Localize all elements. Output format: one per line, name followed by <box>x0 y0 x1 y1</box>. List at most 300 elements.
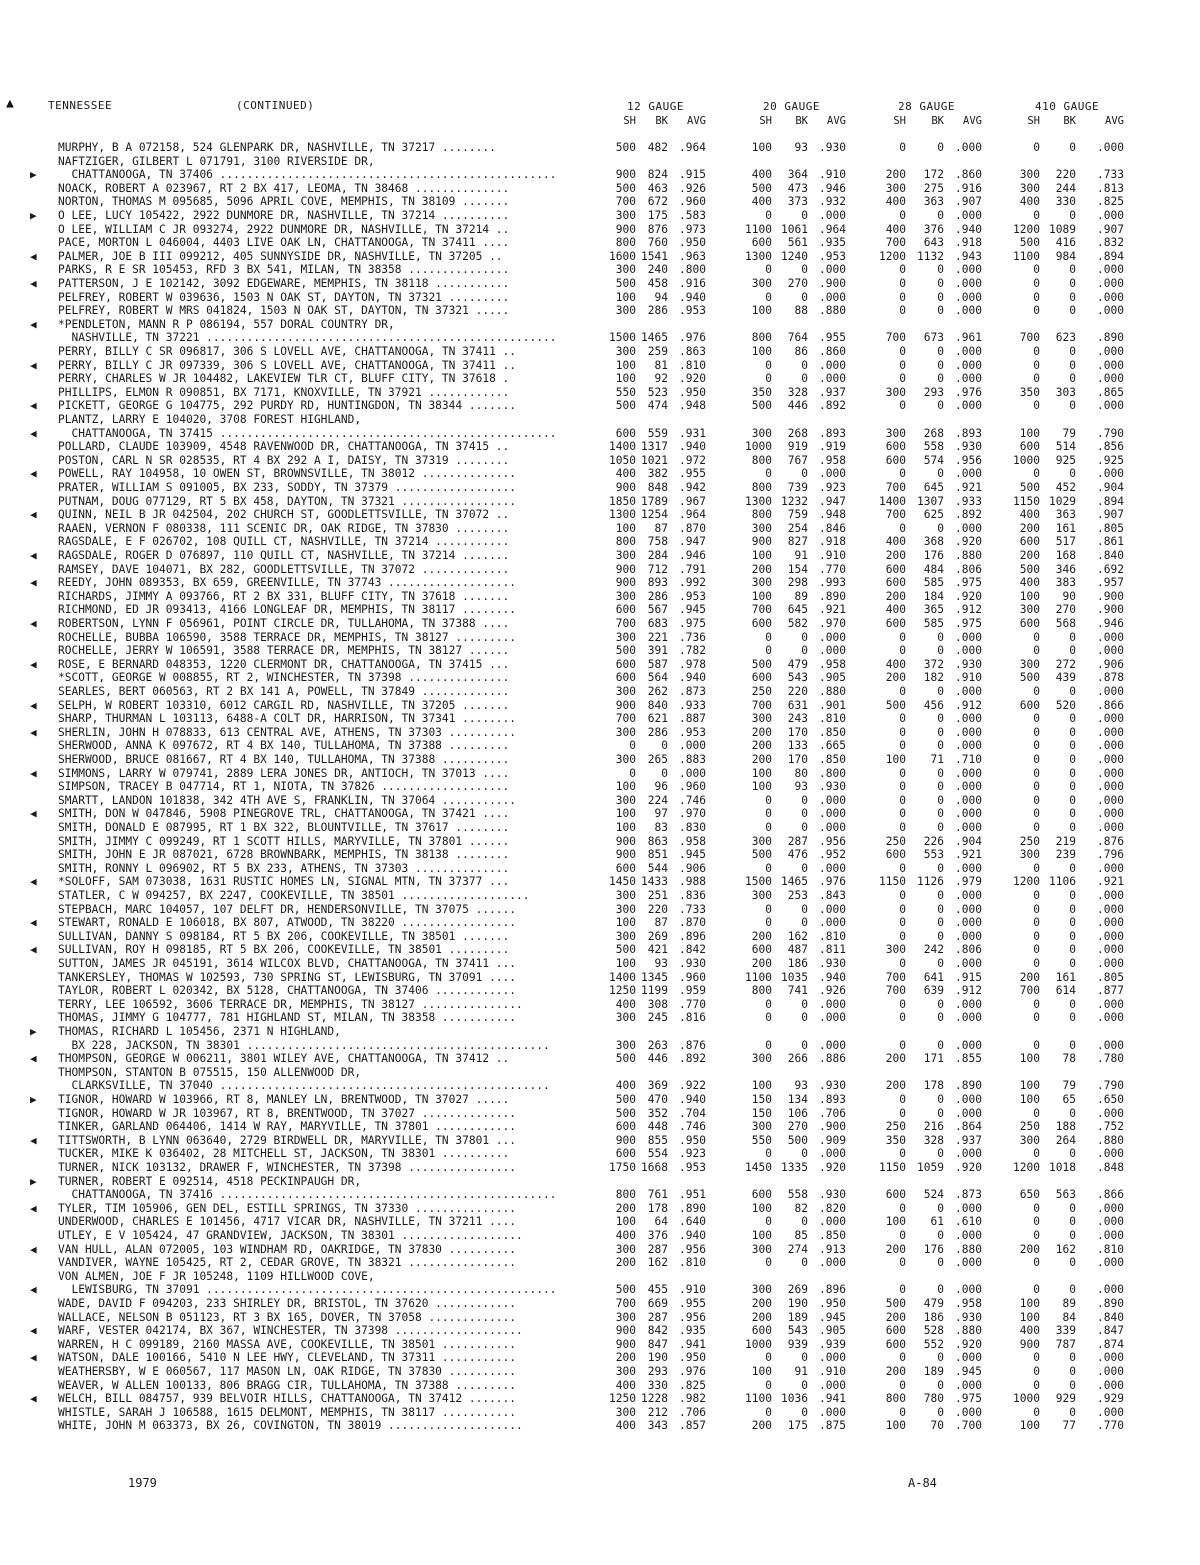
cell-410-avg: .650 <box>1097 1093 1124 1106</box>
cell-410-bk: 188 <box>1055 1120 1076 1134</box>
cell-12-avg: .988 <box>679 875 706 889</box>
cell-12-avg: .704 <box>679 1106 706 1120</box>
cell-410-sh: 0 <box>1033 358 1040 372</box>
cell-410-sh: 0 <box>1033 1283 1040 1297</box>
table-row <box>30 984 1180 997</box>
cell-28-sh: 600 <box>885 1324 906 1338</box>
cell-20-avg: .930 <box>819 141 846 154</box>
cell-20-bk: 0 <box>801 1256 808 1270</box>
cell-410-avg: .900 <box>1097 603 1124 617</box>
margin-mark: ◀ <box>30 943 37 957</box>
cell-20-bk: 939 <box>787 1337 808 1351</box>
record-name-address: WEAVER, W ALLEN 100133, 806 BRAGG CIR, TULLAHOMA, TN 37388 ......... <box>58 1378 517 1392</box>
cell-12-avg: .926 <box>679 181 706 195</box>
table-row <box>30 413 1180 426</box>
cell-28-sh: 200 <box>885 589 906 603</box>
cell-28-sh: 400 <box>885 195 906 209</box>
table-row <box>30 399 1180 412</box>
cell-20-sh: 200 <box>751 957 772 970</box>
cell-20-avg: .945 <box>819 1310 846 1324</box>
cell-410-avg: .866 <box>1097 698 1124 712</box>
cell-410-bk: 0 <box>1069 725 1076 739</box>
cell-12-sh: 700 <box>615 712 636 726</box>
cell-20-bk: 243 <box>787 712 808 726</box>
cell-12-bk: 330 <box>647 1378 668 1392</box>
cell-28-bk: 0 <box>937 1229 944 1242</box>
cell-410-sh: 0 <box>1033 1011 1040 1025</box>
cell-20-sh: 100 <box>751 1229 772 1242</box>
cell-28-sh: 1400 <box>879 494 906 508</box>
cell-20-sh: 0 <box>765 263 772 277</box>
cell-20-bk: 253 <box>787 889 808 902</box>
cell-12-bk: 269 <box>647 929 668 943</box>
cell-28-avg: .945 <box>955 1365 982 1378</box>
table-row <box>30 835 1180 848</box>
cell-12-sh: 400 <box>615 1079 636 1093</box>
cell-410-bk: 0 <box>1069 739 1076 753</box>
cell-410-bk: 89 <box>1062 1297 1076 1310</box>
cell-410-sh: 400 <box>1019 576 1040 590</box>
table-row <box>30 236 1180 249</box>
margin-mark: ◀ <box>30 358 37 372</box>
table-row <box>30 1134 1180 1147</box>
cell-410-sh: 500 <box>1019 562 1040 576</box>
cell-12-avg: .746 <box>679 793 706 807</box>
cell-410-avg: .000 <box>1097 861 1124 875</box>
cell-12-avg: .945 <box>679 848 706 862</box>
cell-28-sh: 0 <box>899 1093 906 1106</box>
cell-410-avg: .000 <box>1097 1215 1124 1229</box>
cell-28-avg: .000 <box>955 644 982 658</box>
cell-410-sh: 300 <box>1019 1133 1040 1147</box>
cell-12-avg: .960 <box>679 195 706 209</box>
cell-28-bk: 0 <box>937 1201 944 1215</box>
record-name-address: TAYLOR, ROBERT L 020342, BX 5128, CHATTANOOGA, TN 37406 ............ <box>58 984 517 998</box>
cell-20-bk: 561 <box>787 236 808 250</box>
cell-12-avg: .876 <box>679 1038 706 1052</box>
cell-28-bk: 0 <box>937 263 944 277</box>
cell-410-avg: .856 <box>1097 440 1124 454</box>
cell-410-sh: 100 <box>1019 1310 1040 1324</box>
record-name-address: PERRY, BILLY C JR 097339, 306 S LOVELL AVE, CHATTANOOGA, TN 37411 .. <box>58 358 517 372</box>
cell-28-avg: .806 <box>955 943 982 957</box>
subheader-sh: SH <box>893 115 906 127</box>
cell-12-bk: 265 <box>647 753 668 766</box>
cell-28-sh: 0 <box>899 780 906 794</box>
record-name-address: PELFREY, ROBERT W MRS 041824, 1503 N OAK ST, DAYTON, TN 37321 ..... <box>58 304 510 318</box>
cell-20-bk: 190 <box>787 1297 808 1310</box>
cell-28-sh: 100 <box>885 1419 906 1433</box>
cell-20-sh: 500 <box>751 399 772 413</box>
table-row <box>30 1107 1180 1120</box>
cell-28-bk: 673 <box>923 331 944 345</box>
cell-410-bk: 161 <box>1055 970 1076 984</box>
margin-mark: ◀ <box>30 1201 37 1215</box>
cell-12-avg: .976 <box>679 1365 706 1378</box>
cell-12-avg: .870 <box>679 916 706 930</box>
cell-20-sh: 0 <box>765 630 772 644</box>
cell-28-avg: .000 <box>955 685 982 698</box>
cell-28-avg: .940 <box>955 222 982 236</box>
record-name-address: NOACK, ROBERT A 023967, RT 2 BX 417, LEOMA, TN 38468 .............. <box>58 181 510 195</box>
subheader-bk: BK <box>1063 115 1076 127</box>
cell-28-avg: .930 <box>955 657 982 671</box>
cell-20-bk: 80 <box>794 766 808 780</box>
cell-20-sh: 200 <box>751 725 772 739</box>
cell-20-avg: .860 <box>819 345 846 358</box>
cell-12-bk: 1254 <box>641 508 668 522</box>
table-row <box>30 495 1180 508</box>
cell-12-sh: 100 <box>615 358 636 372</box>
cell-410-sh: 0 <box>1033 1378 1040 1392</box>
cell-28-avg: .000 <box>955 997 982 1011</box>
cell-12-bk: 463 <box>647 181 668 195</box>
cell-410-sh: 300 <box>1019 181 1040 195</box>
cell-20-sh: 200 <box>751 753 772 766</box>
cell-12-bk: 221 <box>647 630 668 644</box>
cell-28-avg: .904 <box>955 834 982 848</box>
cell-28-sh: 350 <box>885 1133 906 1147</box>
margin-mark: ◀ <box>30 549 37 562</box>
cell-28-sh: 0 <box>899 821 906 834</box>
cell-28-avg: .000 <box>955 929 982 943</box>
cell-410-bk: 0 <box>1069 712 1076 726</box>
cell-28-sh: 400 <box>885 657 906 671</box>
cell-12-avg: .836 <box>679 889 706 902</box>
record-name-address: PERRY, CHARLES W JR 104482, LAKEVIEW TLR CT, BLUFF CITY, TN 37618 . <box>58 372 510 386</box>
cell-20-bk: 364 <box>787 168 808 182</box>
cell-20-sh: 500 <box>751 657 772 671</box>
table-row <box>30 1093 1180 1106</box>
record-name-address: PATTERSON, J E 102142, 3092 EDGEWARE, MEMPHIS, TN 38118 ........... <box>58 277 510 290</box>
table-row <box>30 141 1180 154</box>
cell-410-avg: .000 <box>1097 467 1124 481</box>
footer-page-number: A-84 <box>908 1476 937 1490</box>
cell-20-sh: 0 <box>765 1215 772 1229</box>
cell-20-bk: 0 <box>801 644 808 658</box>
cell-20-bk: 487 <box>787 943 808 957</box>
cell-20-avg: .810 <box>819 712 846 726</box>
cell-28-bk: 0 <box>937 1405 944 1419</box>
table-row <box>30 807 1180 820</box>
cell-28-avg: .000 <box>955 1011 982 1025</box>
record-name-address: QUINN, NEIL B JR 042504, 202 CHURCH ST, GOODLETTSVILLE, TN 37072 .. <box>58 508 510 522</box>
cell-12-bk: 559 <box>647 426 668 440</box>
cell-20-sh: 100 <box>751 766 772 780</box>
cell-410-avg: .825 <box>1097 195 1124 209</box>
cell-20-avg: .850 <box>819 1229 846 1242</box>
cell-28-bk: 585 <box>923 576 944 590</box>
cell-20-avg: .850 <box>819 725 846 739</box>
cell-12-bk: 1199 <box>641 984 668 998</box>
cell-12-avg: .842 <box>679 943 706 957</box>
record-name-address: WADE, DAVID F 094203, 233 SHIRLEY DR, BRISTOL, TN 37620 ............ <box>58 1297 517 1310</box>
cell-20-sh: 150 <box>751 1093 772 1106</box>
cell-20-bk: 189 <box>787 1310 808 1324</box>
cell-12-bk: 672 <box>647 195 668 209</box>
cell-12-avg: .800 <box>679 263 706 277</box>
cell-20-sh: 0 <box>765 358 772 372</box>
cell-20-bk: 1036 <box>781 1392 808 1406</box>
record-name-address: NASHVILLE, TN 37221 .................................................... <box>58 331 557 345</box>
cell-12-avg: .975 <box>679 617 706 630</box>
cell-12-sh: 300 <box>615 1310 636 1324</box>
cell-20-bk: 0 <box>801 916 808 930</box>
cell-12-sh: 900 <box>615 1324 636 1338</box>
cell-28-sh: 1200 <box>879 249 906 263</box>
cell-28-bk: 242 <box>923 943 944 957</box>
cell-410-sh: 0 <box>1033 889 1040 902</box>
cell-410-avg: .733 <box>1097 168 1124 182</box>
cell-410-sh: 200 <box>1019 1242 1040 1256</box>
table-row <box>30 903 1180 916</box>
table-row <box>30 155 1180 168</box>
cell-20-bk: 1335 <box>781 1161 808 1174</box>
cell-12-bk: 455 <box>647 1283 668 1297</box>
cell-28-bk: 0 <box>937 929 944 943</box>
cell-410-bk: 65 <box>1062 1093 1076 1106</box>
margin-mark: ◀ <box>30 249 37 263</box>
cell-28-avg: .000 <box>955 793 982 807</box>
margin-mark: ◀ <box>30 1242 37 1256</box>
cell-12-avg: .978 <box>679 657 706 671</box>
cell-12-sh: 300 <box>615 929 636 943</box>
cell-410-sh: 0 <box>1033 780 1040 794</box>
cell-28-avg: .000 <box>955 1229 982 1242</box>
cell-410-bk: 77 <box>1062 1419 1076 1433</box>
cell-410-avg: .878 <box>1097 671 1124 685</box>
cell-410-bk: 0 <box>1069 290 1076 304</box>
margin-mark: ◀ <box>30 1351 37 1365</box>
cell-12-sh: 1500 <box>609 331 636 345</box>
cell-12-avg: .733 <box>679 902 706 916</box>
cell-20-sh: 1300 <box>745 494 772 508</box>
margin-mark: ◀ <box>30 467 37 481</box>
cell-12-avg: .955 <box>679 1297 706 1310</box>
table-row <box>30 1379 1180 1392</box>
cell-28-avg: .920 <box>955 1161 982 1174</box>
cell-20-avg: .886 <box>819 1052 846 1066</box>
cell-410-avg: .810 <box>1097 1242 1124 1256</box>
record-name-address: THOMAS, RICHARD L 105456, 2371 N HIGHLAND, <box>58 1025 341 1038</box>
cell-410-bk: 303 <box>1055 385 1076 399</box>
margin-mark: ◀ <box>30 1052 37 1066</box>
cell-20-avg: .892 <box>819 399 846 413</box>
cell-20-bk: 582 <box>787 617 808 630</box>
cell-12-avg: .915 <box>679 168 706 182</box>
cell-20-bk: 0 <box>801 807 808 821</box>
cell-20-bk: 543 <box>787 671 808 685</box>
cell-12-avg: .910 <box>679 1283 706 1297</box>
cell-20-sh: 100 <box>751 141 772 154</box>
cell-12-sh: 600 <box>615 861 636 875</box>
cell-20-avg: .893 <box>819 1093 846 1106</box>
cell-28-avg: .880 <box>955 549 982 562</box>
cell-20-sh: 600 <box>751 1188 772 1202</box>
cell-28-bk: 71 <box>930 753 944 766</box>
margin-mark: ▲ <box>6 96 14 111</box>
record-name-address: RAGSDALE, ROGER D 076897, 110 QUILL CT, NASHVILLE, TN 37214 ....... <box>58 549 510 562</box>
cell-20-avg: .976 <box>819 875 846 889</box>
table-row <box>30 576 1180 589</box>
cell-20-avg: .910 <box>819 549 846 562</box>
cell-410-bk: 1089 <box>1049 222 1076 236</box>
cell-410-avg: .847 <box>1097 1324 1124 1338</box>
cell-20-avg: .000 <box>819 372 846 386</box>
cell-28-avg: .000 <box>955 957 982 970</box>
cell-20-sh: 300 <box>751 576 772 590</box>
cell-410-sh: 350 <box>1019 385 1040 399</box>
cell-410-sh: 300 <box>1019 603 1040 617</box>
margin-mark: ◀ <box>30 399 37 413</box>
cell-28-bk: 1307 <box>917 494 944 508</box>
cell-12-avg: .736 <box>679 630 706 644</box>
record-name-address: SELPH, W ROBERT 103310, 6012 CARGIL RD, NASHVILLE, TN 37205 ....... <box>58 698 510 712</box>
cell-410-avg: .000 <box>1097 630 1124 644</box>
cell-410-bk: 90 <box>1062 589 1076 603</box>
cell-28-avg: .912 <box>955 984 982 998</box>
table-row <box>30 291 1180 304</box>
cell-410-avg: .000 <box>1097 929 1124 943</box>
cell-12-avg: .972 <box>679 453 706 467</box>
cell-20-avg: .811 <box>819 943 846 957</box>
cell-20-bk: 162 <box>787 929 808 943</box>
cell-28-avg: .000 <box>955 902 982 916</box>
cell-28-sh: 0 <box>899 630 906 644</box>
record-name-address: PRATER, WILLIAM S 091005, BX 233, SODDY, TN 37379 .................. <box>58 481 517 494</box>
table-row <box>30 712 1180 725</box>
cell-28-sh: 1150 <box>879 1161 906 1174</box>
cell-410-bk: 339 <box>1055 1324 1076 1338</box>
cell-20-avg: .665 <box>819 739 846 753</box>
margin-mark: ◀ <box>30 277 37 290</box>
cell-20-bk: 0 <box>801 1215 808 1229</box>
cell-20-bk: 266 <box>787 1052 808 1066</box>
table-row <box>30 1283 1180 1296</box>
cell-28-avg: .000 <box>955 277 982 290</box>
cell-12-sh: 300 <box>615 1011 636 1025</box>
table-row <box>30 943 1180 956</box>
cell-410-avg: .000 <box>1097 304 1124 318</box>
cell-20-sh: 200 <box>751 1297 772 1310</box>
cell-20-avg: .952 <box>819 848 846 862</box>
cell-28-bk: 0 <box>937 358 944 372</box>
cell-20-sh: 300 <box>751 1283 772 1297</box>
gauge-410-heading: 410 GAUGE <box>1035 100 1100 113</box>
table-row <box>30 209 1180 222</box>
cell-12-sh: 500 <box>615 1283 636 1297</box>
cell-20-sh: 200 <box>751 739 772 753</box>
cell-20-bk: 1465 <box>781 875 808 889</box>
cell-410-avg: .000 <box>1097 277 1124 290</box>
table-row <box>30 1324 1180 1337</box>
cell-28-avg: .892 <box>955 508 982 522</box>
table-row <box>30 467 1180 480</box>
cell-28-sh: 250 <box>885 1120 906 1134</box>
cell-12-bk: 262 <box>647 685 668 698</box>
cell-20-avg: .953 <box>819 249 846 263</box>
cell-20-sh: 600 <box>751 671 772 685</box>
cell-20-sh: 300 <box>751 889 772 902</box>
cell-410-bk: 383 <box>1055 576 1076 590</box>
cell-410-sh: 0 <box>1033 277 1040 290</box>
cell-28-bk: 0 <box>937 1011 944 1025</box>
cell-12-bk: 391 <box>647 644 668 658</box>
record-name-address: VANDIVER, WAYNE 105425, RT 2, CEDAR GROVE, TN 38321 ................ <box>58 1256 517 1270</box>
cell-28-sh: 0 <box>899 358 906 372</box>
table-row <box>30 1025 1180 1038</box>
cell-12-sh: 700 <box>615 1297 636 1310</box>
cell-410-bk: 84 <box>1062 1310 1076 1324</box>
cell-410-avg: .906 <box>1097 657 1124 671</box>
cell-28-bk: 365 <box>923 603 944 617</box>
cell-410-avg: .921 <box>1097 875 1124 889</box>
cell-410-avg: .894 <box>1097 249 1124 263</box>
cell-410-avg: .000 <box>1097 889 1124 902</box>
cell-410-sh: 0 <box>1033 1201 1040 1215</box>
cell-20-avg: .000 <box>819 209 846 222</box>
table-row <box>30 821 1180 834</box>
cell-410-avg: .000 <box>1097 141 1124 154</box>
cell-20-bk: 645 <box>787 603 808 617</box>
cell-28-avg: .921 <box>955 848 982 862</box>
table-row <box>30 250 1180 263</box>
margin-mark: ◀ <box>30 1324 37 1338</box>
cell-28-avg: .000 <box>955 739 982 753</box>
cell-28-avg: .000 <box>955 1106 982 1120</box>
cell-12-avg: .000 <box>679 739 706 753</box>
cell-20-sh: 600 <box>751 1324 772 1338</box>
record-name-address: SHERWOOD, BRUCE 081667, RT 4 BX 140, TULLAHOMA, TN 37388 .......... <box>58 753 510 766</box>
cell-20-bk: 186 <box>787 957 808 970</box>
cell-20-bk: 0 <box>801 902 808 916</box>
cell-12-sh: 0 <box>629 739 636 753</box>
cell-28-sh: 200 <box>885 549 906 562</box>
cell-410-avg: .000 <box>1097 1365 1124 1378</box>
cell-20-avg: .958 <box>819 453 846 467</box>
cell-20-sh: 0 <box>765 997 772 1011</box>
record-name-address: SUTTON, JAMES JR 045191, 3614 WILCOX BLVD, CHATTANOOGA, TN 37411 ... <box>58 957 517 970</box>
cell-12-bk: 251 <box>647 889 668 902</box>
cell-20-sh: 100 <box>751 549 772 562</box>
table-row <box>30 1147 1180 1160</box>
cell-28-sh: 0 <box>899 1229 906 1242</box>
cell-410-bk: 0 <box>1069 1038 1076 1052</box>
cell-20-bk: 0 <box>801 630 808 644</box>
table-row <box>30 1406 1180 1419</box>
cell-12-avg: .746 <box>679 1120 706 1134</box>
cell-410-avg: .796 <box>1097 848 1124 862</box>
cell-28-avg: .912 <box>955 698 982 712</box>
cell-20-avg: .920 <box>819 1161 846 1174</box>
cell-20-avg: .930 <box>819 1079 846 1093</box>
table-row <box>30 1338 1180 1351</box>
cell-20-avg: .950 <box>819 1297 846 1310</box>
cell-410-avg: .840 <box>1097 549 1124 562</box>
cell-410-bk: 439 <box>1055 671 1076 685</box>
cell-28-bk: 182 <box>923 671 944 685</box>
gauge-28-heading: 28 GAUGE <box>898 100 955 113</box>
cell-12-avg: .953 <box>679 1161 706 1174</box>
record-name-address: UNDERWOOD, CHARLES E 101456, 4717 VICAR DR, NASHVILLE, TN 37211 .... <box>58 1215 517 1229</box>
cell-12-bk: 446 <box>647 1052 668 1066</box>
cell-28-bk: 456 <box>923 698 944 712</box>
cell-20-bk: 543 <box>787 1324 808 1338</box>
cell-410-bk: 0 <box>1069 1147 1076 1161</box>
cell-20-avg: .000 <box>819 1215 846 1229</box>
cell-410-avg: .000 <box>1097 739 1124 753</box>
cell-12-sh: 500 <box>615 1052 636 1066</box>
